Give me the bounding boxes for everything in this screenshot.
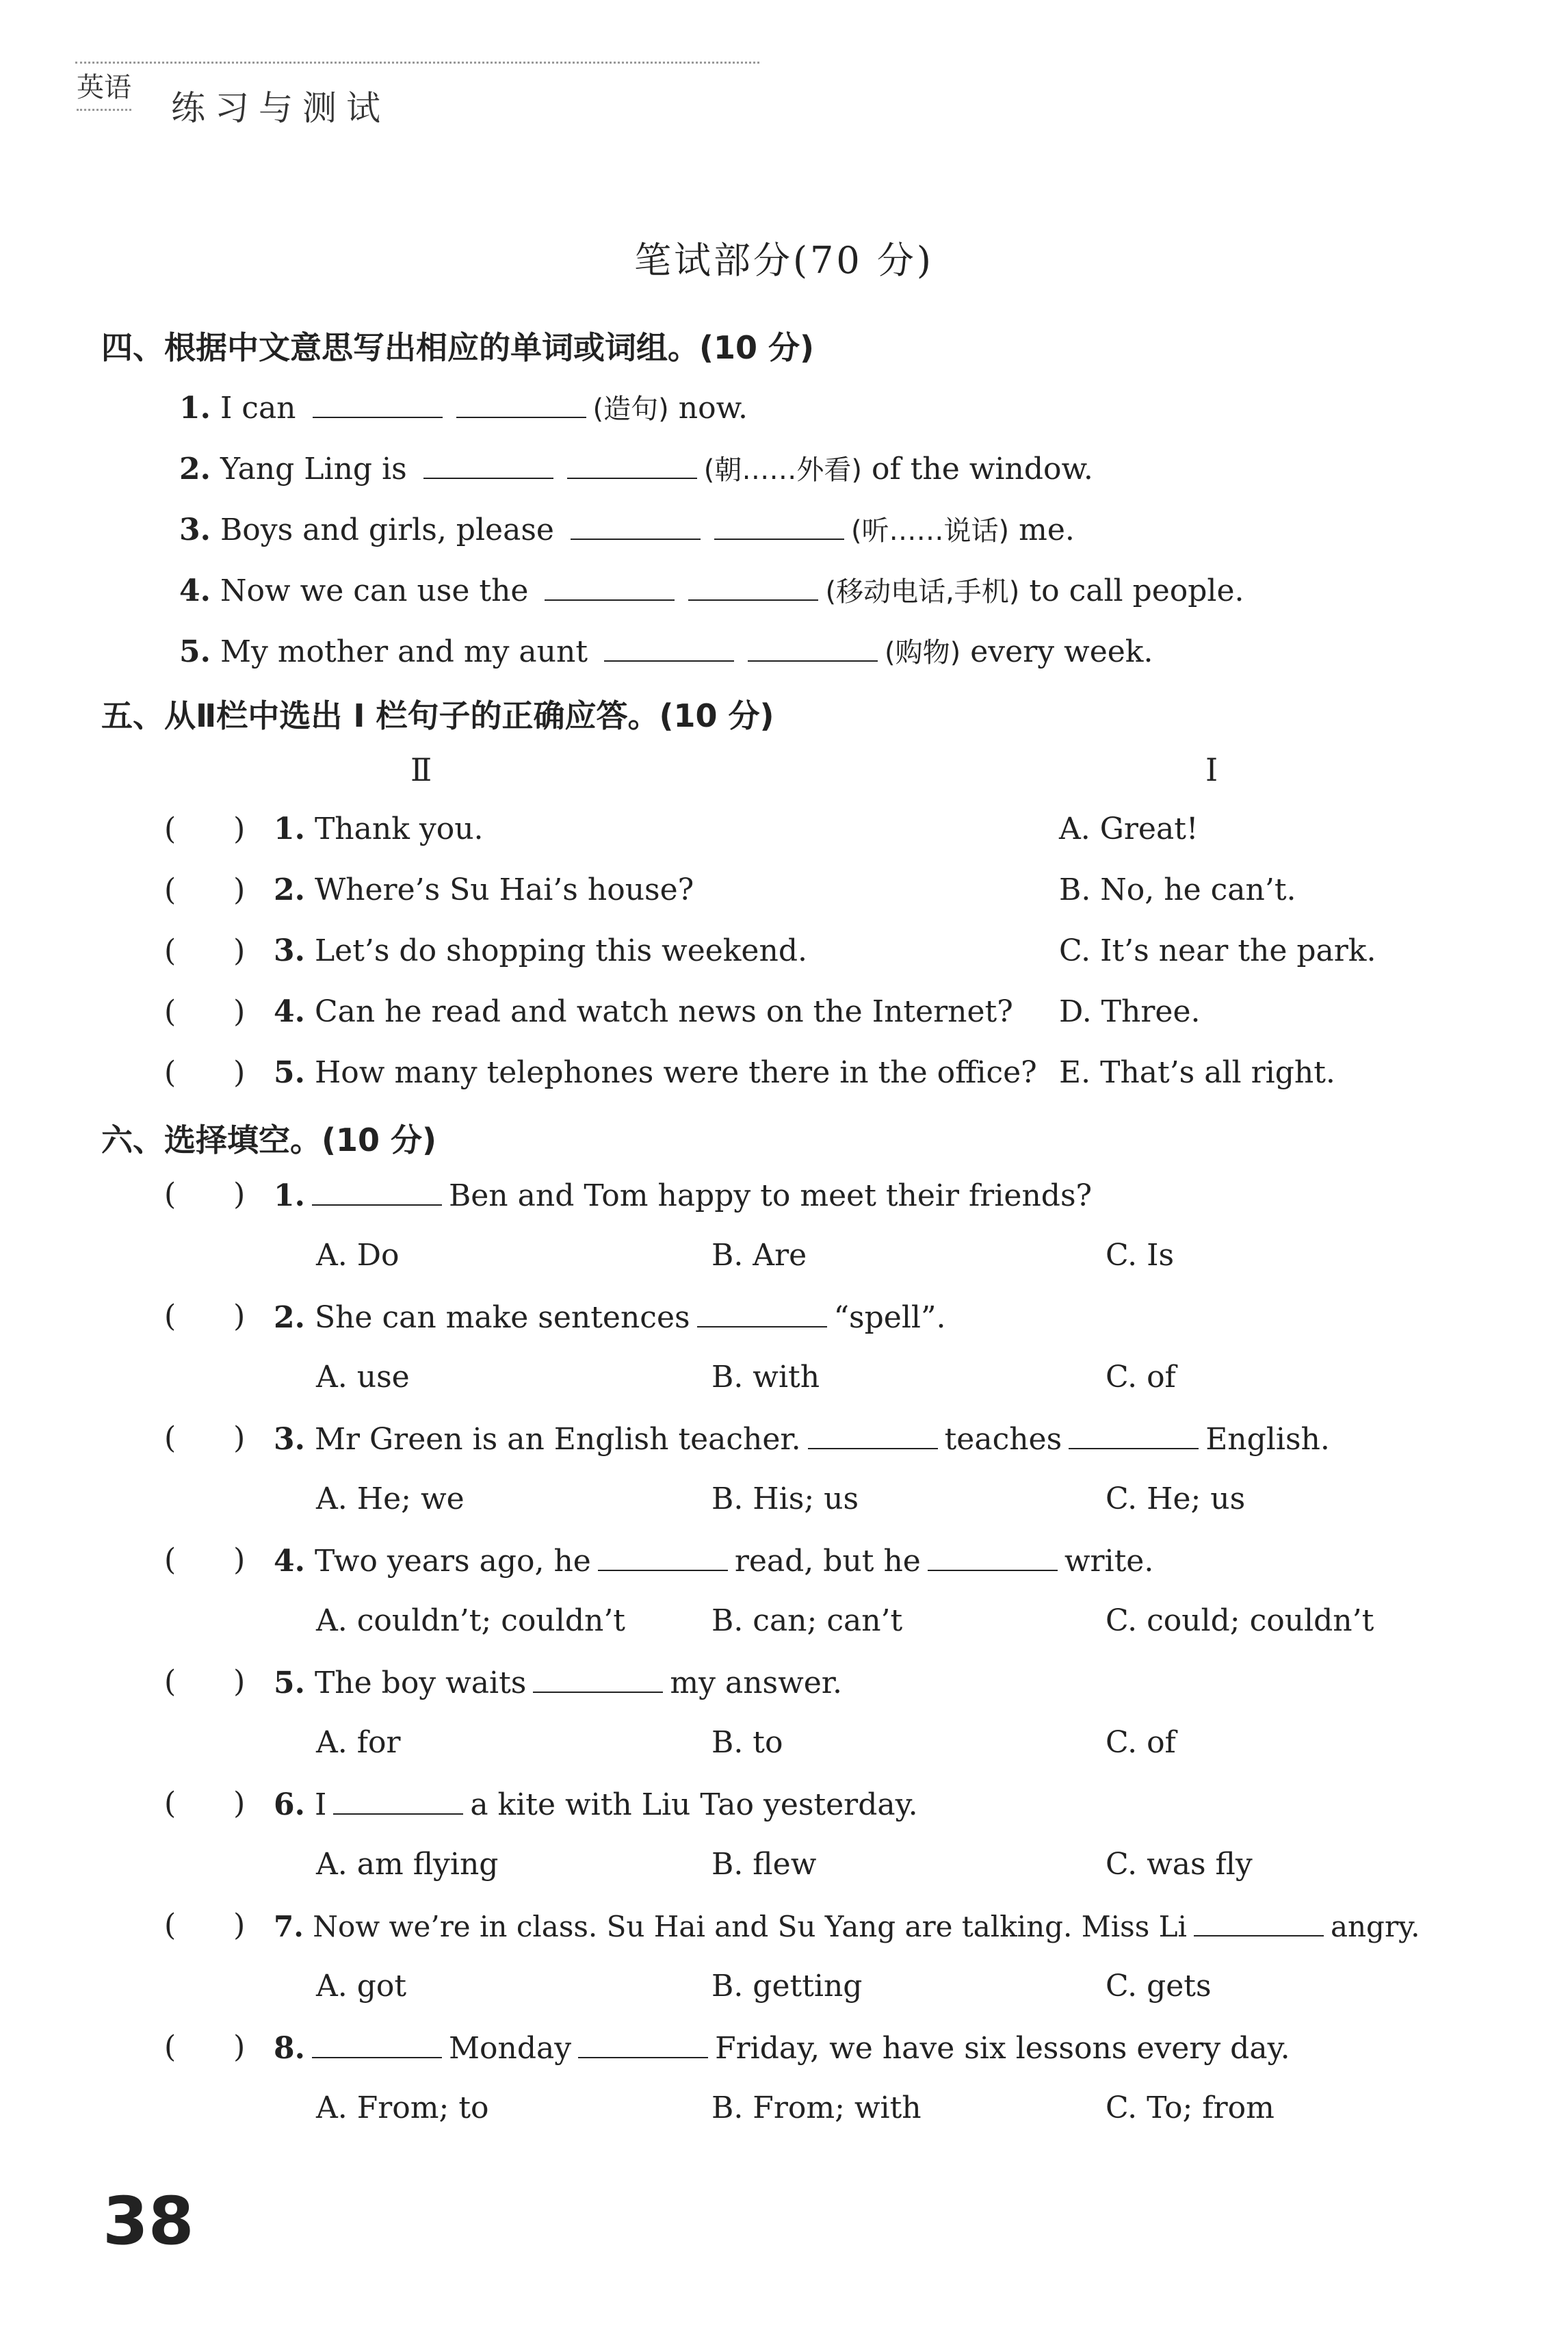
s4-item-hint: (朝……外看) — [703, 454, 862, 486]
s5-item-text: Where’s Su Hai’s house? — [314, 872, 694, 907]
s4-item-hint: (造句) — [592, 393, 669, 425]
s6-question-3 — [274, 1421, 1330, 1457]
s6-item-number: 4. — [274, 1544, 305, 1579]
s6-option-a[interactable]: A. am flying — [316, 1847, 499, 1882]
s6-question-7 — [274, 1908, 1420, 1943]
s6-question-text: “spell”. — [833, 1300, 946, 1335]
answer-blank[interactable] — [333, 1786, 463, 1815]
s6-question-text: Mr Green is an English teacher. — [314, 1422, 801, 1457]
answer-paren[interactable]: ( ) — [164, 1542, 246, 1577]
s6-question-8 — [274, 2030, 1290, 2066]
s4-item-text: I can — [220, 391, 296, 426]
page-number: 38 — [103, 2183, 194, 2259]
answer-paren[interactable]: ( ) — [164, 1299, 246, 1334]
s6-item-number: 5. — [274, 1666, 305, 1700]
s4-item-text: My mother and my aunt — [220, 634, 588, 669]
s4-item-hint: (购物) — [885, 637, 961, 669]
s6-question-text: Friday, we have six lessons every day. — [715, 2031, 1290, 2066]
s6-question-text: I — [314, 1787, 327, 1822]
s6-option-a[interactable]: A. He; we — [316, 1481, 465, 1516]
s5-item-text: Thank you. — [314, 812, 484, 846]
answer-blank[interactable] — [604, 633, 734, 662]
s6-question-text: Now we’re in class. Su Hai and Su Yang are talking. Miss Li — [313, 1910, 1187, 1943]
s4-item-hint: (听……说话) — [850, 515, 1010, 547]
s4-item-number: 4. — [179, 573, 211, 608]
answer-paren[interactable]: ( ) — [164, 2030, 246, 2064]
s6-question-1 — [274, 1177, 1092, 1213]
s4-item-number: 2. — [179, 452, 211, 487]
s6-option-b[interactable]: B. His; us — [711, 1481, 859, 1516]
answer-blank[interactable] — [533, 1664, 663, 1693]
answer-blank[interactable] — [1194, 1908, 1324, 1936]
s5-item-number: 4. — [274, 994, 305, 1029]
answer-paren[interactable]: ( ) — [164, 872, 246, 907]
s6-option-c[interactable]: C. of — [1106, 1360, 1176, 1395]
s6-option-a[interactable]: A. use — [316, 1360, 410, 1395]
answer-blank[interactable] — [714, 511, 844, 540]
s4-item-3 — [179, 509, 1075, 548]
s5-item-text: Can he read and watch news on the Internet? — [314, 994, 1013, 1029]
s6-question-text: English. — [1205, 1422, 1330, 1457]
s5-item-number: 3. — [274, 933, 305, 968]
s6-question-text: She can make sentences — [314, 1300, 690, 1335]
s5-item-1 — [274, 812, 484, 846]
s4-item-text: to call people. — [1029, 573, 1244, 608]
answer-blank[interactable] — [571, 511, 701, 540]
answer-blank[interactable] — [567, 450, 697, 479]
s5-item-4 — [274, 994, 1013, 1029]
answer-blank[interactable] — [578, 2030, 708, 2058]
answer-blank[interactable] — [313, 389, 443, 418]
answer-blank[interactable] — [748, 633, 878, 662]
answer-paren[interactable]: ( ) — [164, 1055, 246, 1090]
s6-question-text: Monday — [448, 2031, 572, 2066]
s6-question-6 — [274, 1786, 918, 1822]
s6-question-text: read, but he — [734, 1544, 921, 1579]
s6-option-b[interactable]: B. Are — [711, 1238, 807, 1273]
s5-answer-B: B. No, he can’t. — [1059, 872, 1296, 907]
s6-question-text: write. — [1064, 1544, 1154, 1579]
s6-option-a[interactable]: A. got — [316, 1969, 407, 2004]
s4-item-number: 1. — [179, 391, 211, 426]
s6-option-b[interactable]: B. flew — [711, 1847, 817, 1882]
s6-question-2 — [274, 1299, 945, 1335]
section4-heading: 四、根据中文意思写出相应的单词或词组。(10 分) — [101, 329, 815, 366]
s4-item-2 — [179, 448, 1093, 487]
answer-blank[interactable] — [1069, 1421, 1199, 1449]
s6-option-a[interactable]: A. From; to — [316, 2090, 489, 2125]
s6-item-number: 2. — [274, 1300, 305, 1335]
s5-item-2 — [274, 872, 694, 907]
answer-blank[interactable] — [697, 1299, 827, 1327]
s6-option-c[interactable]: C. Is — [1106, 1238, 1175, 1273]
s5-item-5 — [274, 1055, 1037, 1090]
answer-paren[interactable]: ( ) — [164, 1664, 246, 1699]
s5-answer-A: A. Great! — [1059, 812, 1199, 846]
answer-blank[interactable] — [312, 1177, 442, 1206]
s6-option-b[interactable]: B. getting — [711, 1969, 863, 2004]
s5-item-number: 1. — [274, 812, 305, 846]
part-title: 笔试部分(70 分) — [633, 239, 934, 282]
answer-blank[interactable] — [808, 1421, 938, 1449]
s6-question-4 — [274, 1542, 1153, 1579]
s4-item-5 — [179, 631, 1153, 670]
answer-paren[interactable]: ( ) — [164, 1177, 246, 1212]
s6-option-b[interactable]: B. to — [711, 1725, 783, 1760]
s5-item-number: 5. — [274, 1055, 305, 1090]
book-title: 练习与测试 — [171, 88, 390, 128]
answer-blank[interactable] — [456, 389, 586, 418]
s6-item-number: 7. — [274, 1910, 304, 1943]
answer-paren[interactable]: ( ) — [164, 1786, 246, 1821]
answer-paren[interactable]: ( ) — [164, 1908, 246, 1943]
answer-blank[interactable] — [423, 450, 553, 479]
section5-heading: 五、从Ⅱ栏中选出 I 栏句子的正确应答。(10 分) — [101, 697, 774, 734]
s6-question-text: angry. — [1330, 1910, 1420, 1943]
s5-answer-C: C. It’s near the park. — [1059, 933, 1376, 968]
answer-blank[interactable] — [928, 1542, 1058, 1571]
s6-item-number: 1. — [274, 1178, 305, 1213]
s5-answer-E: E. That’s all right. — [1059, 1055, 1335, 1090]
answer-blank[interactable] — [545, 572, 675, 601]
s4-item-4 — [179, 570, 1244, 609]
s6-question-text: Two years ago, he — [314, 1544, 591, 1579]
s6-item-number: 6. — [274, 1787, 305, 1822]
answer-blank[interactable] — [598, 1542, 728, 1571]
s6-question-text: Ben and Tom happy to meet their friends? — [448, 1178, 1093, 1213]
section6-heading: 六、选择填空。(10 分) — [101, 1122, 437, 1158]
s4-item-text: Boys and girls, please — [220, 513, 554, 547]
s4-item-1 — [179, 387, 748, 426]
s6-option-c[interactable]: C. gets — [1106, 1969, 1212, 2004]
s4-item-number: 5. — [179, 634, 211, 669]
answer-blank[interactable] — [688, 572, 818, 601]
s6-option-a[interactable]: A. couldn’t; couldn’t — [316, 1603, 625, 1638]
s5-item-number: 2. — [274, 872, 305, 907]
answer-paren[interactable]: ( ) — [164, 994, 246, 1029]
s6-item-number: 8. — [274, 2031, 305, 2066]
s6-item-number: 3. — [274, 1422, 305, 1457]
s4-item-text: Yang Ling is — [220, 452, 407, 487]
answer-paren[interactable]: ( ) — [164, 812, 246, 846]
s5-item-3 — [274, 933, 807, 968]
answer-paren[interactable]: ( ) — [164, 933, 246, 968]
s5-item-text: How many telephones were there in the office? — [314, 1055, 1037, 1090]
s4-item-text: now. — [678, 391, 748, 426]
s6-question-text: a kite with Liu Tao yesterday. — [470, 1787, 918, 1822]
s4-item-hint: (移动电话,手机) — [825, 576, 1020, 608]
s4-item-number: 3. — [179, 513, 211, 547]
s4-item-text: me. — [1019, 513, 1075, 547]
s6-option-b[interactable]: B. From; with — [711, 2090, 922, 2125]
s6-option-c[interactable]: C. He; us — [1106, 1481, 1246, 1516]
header-divider — [75, 62, 759, 64]
s4-item-text: every week. — [970, 634, 1153, 669]
s6-question-text: The boy waits — [314, 1666, 527, 1700]
answer-blank[interactable] — [312, 2030, 442, 2058]
answer-paren[interactable]: ( ) — [164, 1421, 246, 1455]
s6-option-a[interactable]: A. for — [316, 1725, 401, 1760]
s5-answer-D: D. Three. — [1059, 994, 1201, 1029]
s6-option-b[interactable]: B. with — [711, 1360, 820, 1395]
s6-option-c[interactable]: C. To; from — [1106, 2090, 1275, 2125]
s4-item-text: Now we can use the — [220, 573, 529, 608]
s6-option-b[interactable]: B. can; can’t — [711, 1603, 903, 1638]
s6-option-a[interactable]: A. Do — [316, 1238, 400, 1273]
s6-question-text: teaches — [944, 1422, 1062, 1457]
column-I-header: I — [1205, 751, 1218, 788]
column-II-header: Ⅱ — [410, 751, 432, 788]
s6-option-c[interactable]: C. was fly — [1106, 1847, 1253, 1882]
s5-item-text: Let’s do shopping this weekend. — [314, 933, 807, 968]
subject-label: 英语 — [77, 66, 131, 111]
s6-question-text: my answer. — [670, 1666, 842, 1700]
s4-item-text: of the window. — [871, 452, 1093, 487]
s6-option-c[interactable]: C. of — [1106, 1725, 1176, 1760]
s6-question-5 — [274, 1664, 842, 1700]
s6-option-c[interactable]: C. could; couldn’t — [1106, 1603, 1374, 1638]
